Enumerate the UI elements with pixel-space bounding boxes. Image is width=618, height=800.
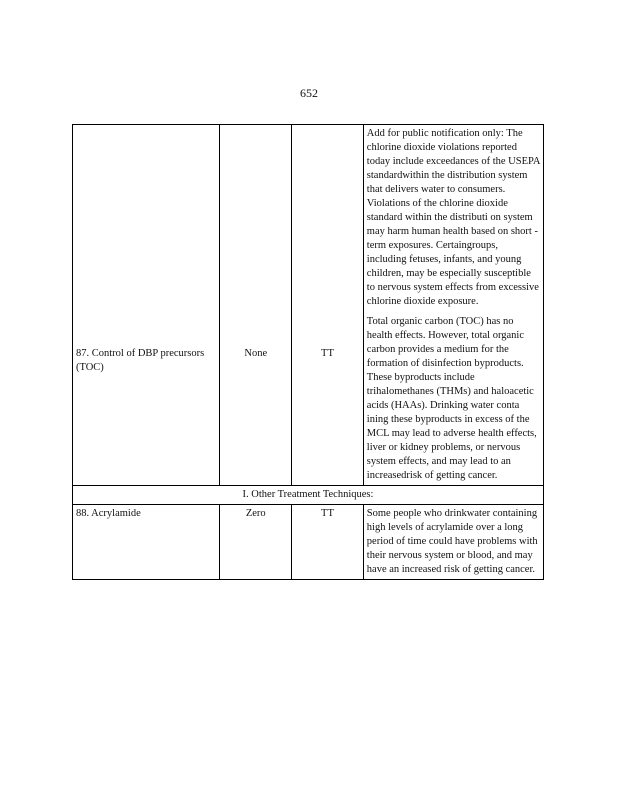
contaminant-name: 88. Acrylamide xyxy=(73,505,220,580)
mclg-value: Zero xyxy=(220,505,292,580)
health-effects-cell: Some people who drinkwater containing high levels of acrylamide over a long period of time could have problems with their nervous system or blood, and may have an increased risk of getting cancer. xyxy=(363,505,543,580)
mcl-cell xyxy=(292,125,364,486)
page-number: 652 xyxy=(300,86,318,100)
health-effects-paragraph: Add for public notification only: The chlorine dioxide violations reported today include exceedances of the USEPA standardwithin the distribution system that delivers water to consumers. Violations of the chlorine dioxide standard within the distributi on system may harm human health based on short - term exposures. Certaingroups, including fetuses, infants, and young children, may be especially susceptible to nervous system effects from excessive chlorine dioxide exposure. xyxy=(366,128,540,307)
mclg-cell xyxy=(220,125,292,486)
table-row xyxy=(73,505,544,580)
mclg-value: None xyxy=(244,348,268,359)
table-row xyxy=(73,125,544,486)
section-heading-row xyxy=(73,486,544,505)
contaminant-table xyxy=(72,124,544,580)
health-effects-cell xyxy=(363,125,543,486)
health-effects-paragraph: Total organic carbon (TOC) has no health effects. However, total organic carbon provides a medium for the formation of disinfection byproducts. These byproducts include trihalomethanes (THMs) and haloacetic acids (HAAs). Drinking water conta ining these byproducts in excess of the MCL may lead to adverse health effects, liver or kidney problems, or nervous system effects, and may lead to an increasedrisk of getting cancer. xyxy=(366,316,537,481)
contaminant-name: 87. Control of DBP precursors (TOC) xyxy=(76,348,205,373)
mcl-value: TT xyxy=(321,348,334,359)
contaminant-cell xyxy=(73,125,220,486)
section-heading: I. Other Treatment Techniques: xyxy=(73,486,544,505)
mcl-value: TT xyxy=(292,505,364,580)
